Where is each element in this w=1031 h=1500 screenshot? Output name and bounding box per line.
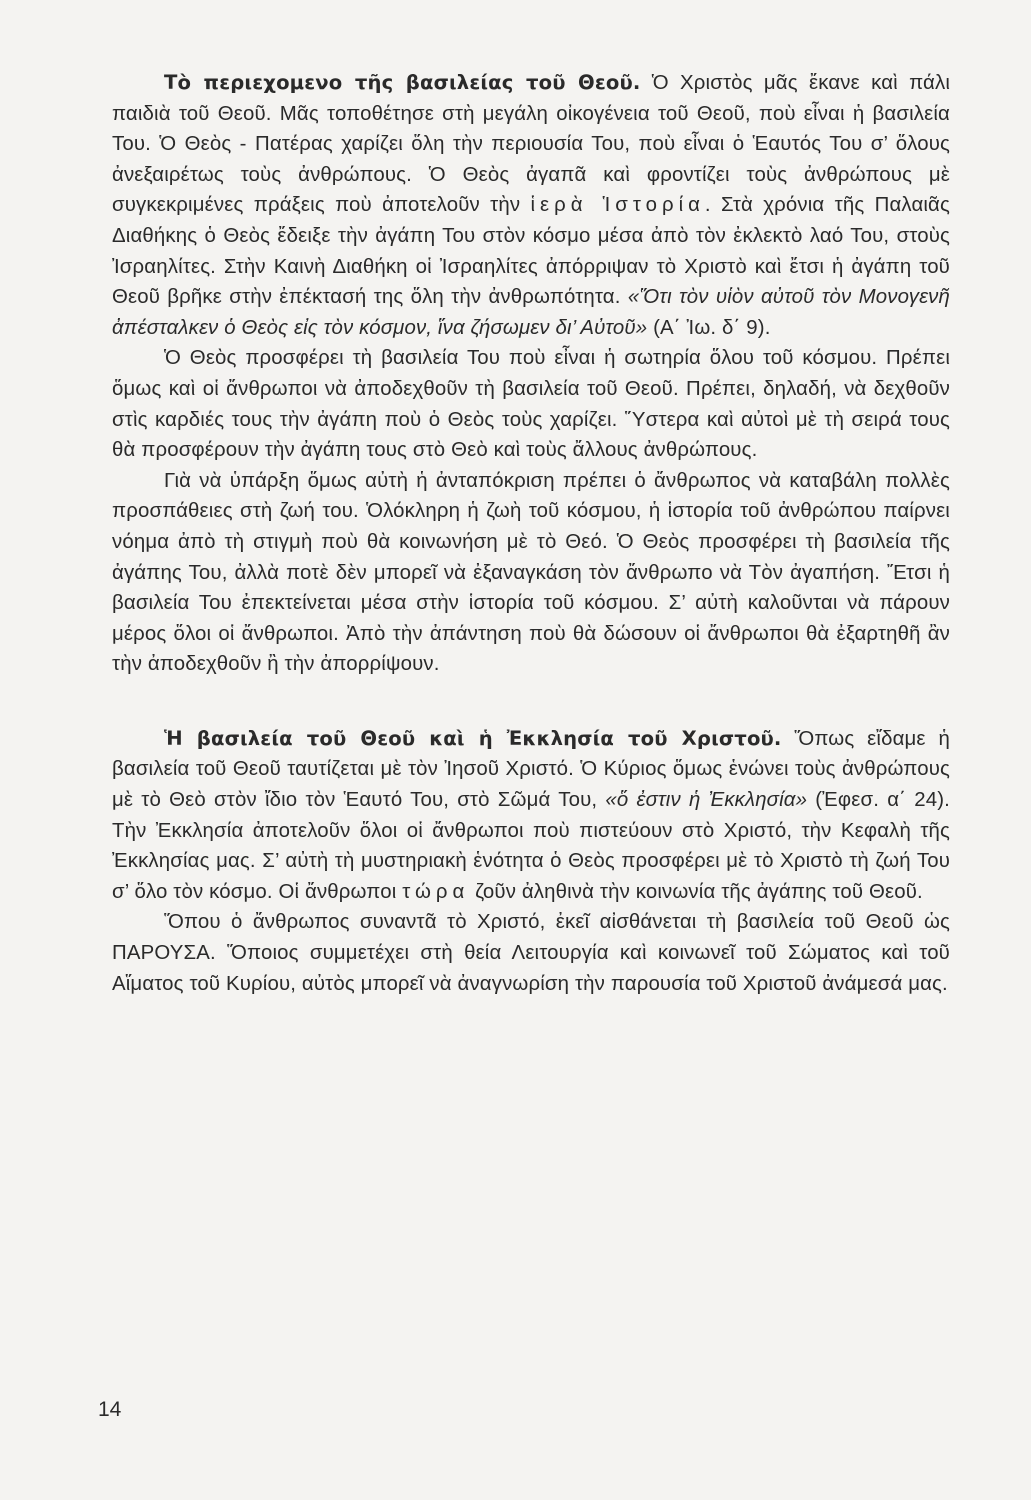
page-body bbox=[112, 68, 950, 999]
paragraph-kingdom-content bbox=[112, 68, 950, 343]
paragraph-salvation-offer: Ὁ Θεὸς προσφέρει τὴ βασιλεία Του ποὺ εἶναι ἡ σωτηρία ὅλου τοῦ κόσμου. Πρέπει ὅμως καὶ οἱ ἄνθρωποι νὰ ἀποδεχθοῦν τὴ βασιλεία τοῦ Θεοῦ. Πρέπει, δηλαδή, νὰ δεχθοῦν στὶς καρδιές τους τὴν ἀγάπη ποὺ ὁ Θεὸς τοὺς χαρίζει. Ὕστερα καὶ αὐτοὶ μὲ τὴ σειρά τους θὰ προσφέρουν τὴν ἀγάπη τους στὸ Θεὸ καὶ τοὺς ἄλλους ἀνθρώπους. bbox=[112, 347, 950, 462]
paragraph-text: Ὁ Χριστὸς μᾶς ἔκανε καὶ πάλι παιδιὰ τοῦ Θεοῦ. Μᾶς τοποθέτησε στὴ μεγάλη οἰκογένεια τοῦ Θεοῦ, ποὺ εἶναι ἡ βασιλεία Του. Ὁ Θεὸς - Πατέρας χαρίζει ὅλη τὴν περιουσία Του, ποὺ εἶναι ὁ Ἑαυτός Του σ’ ὅλους ἀνεξαιρέτως τοὺς ἀνθρώπους. Ὁ Θεὸς ἀγαπᾶ καὶ φροντίζει τοὺς ἀνθρώπους μὲ συγκεκριμένες πράξεις ποὺ ἀποτελοῦν τὴν bbox=[112, 72, 951, 217]
paragraph-text: Ὅπως εἴδαμε ἡ βασιλεία τοῦ Θεοῦ ταυτίζεται μὲ τὸν Ἰησοῦ Χριστό. Ὁ Κύριος ὅμως ἑνώνει τοὺς ἀνθρώπους μὲ τὸ Θεὸ στὸν ἴδιο τὸν Ἑαυτό Του, στὸ Σῶμά Του, bbox=[112, 727, 950, 812]
scripture-quote: «Ὅτι τὸν υἱὸν αὐτοῦ τὸν Μονογενῆ ἀπέσταλκεν ὁ Θεὸς εἰς τὸν κόσμον, ἵνα ζήσωμεν δι’ Αὐτοῦ» bbox=[112, 286, 950, 339]
page-number: 14 bbox=[98, 1398, 122, 1421]
section-heading-kingdom-content: Τὸ περιεχομενο τῆς βασιλείας τοῦ Θεοῦ. bbox=[164, 71, 641, 94]
paragraph-human-response: Γιὰ νὰ ὑπάρξη ὅμως αὐτὴ ἡ ἀνταπόκριση πρέπει ὁ ἄνθρωπος νὰ καταβάλη πολλὲς προσπάθειες στὴ ζωή του. Ὁλόκληρη ἡ ζωὴ τοῦ κόσμου, ἡ ἱστορία τοῦ ἀνθρώπου παίρνει νόημα ἀπὸ τὴ στιγμὴ ποὺ θὰ κοινωνήση μὲ τὸ Θεό. Ὁ Θεὸς προσφέρει τὴ βασιλεία τῆς ἀγάπης Του, ἀλλὰ ποτὲ δὲν μπορεῖ νὰ ἐξαναγκάση τὸν ἄνθρωπο νὰ Τὸν ἀγαπήση. Ἔτσι ἡ βασιλεία Του ἐπεκτείνεται μέσα στὴν ἱστορία τοῦ κόσμου. Σ’ αὐτὴ καλοῦνται νὰ πάρουν μέρος ὅλοι οἱ ἄνθρωποι. Ἀπὸ τὴν ἀπάντηση ποὺ θὰ δώσουν οἱ ἄνθρωποι θὰ ἐξαρτηθῆ ἂν τὴν ἀποδεχθοῦν ἢ τὴν ἀπορρίψουν. bbox=[112, 469, 950, 676]
emphasized-term: ἱερὰ Ἱστορία bbox=[530, 194, 705, 217]
paragraph-text: (Ἐφεσ. α΄ 24). Τὴν Ἐκκλησία ἀποτελοῦν ὅλοι οἱ ἄνθρωποι ποὺ πιστεύουν στὸ Χριστό, τὴν Κεφαλὴ τῆς Ἐκκλησίας μας. Σ’ αὐτὴ τὴ μυστηριακὴ ἑνότητα ὁ Θεὸς προσφέρει μὲ τὸ Χριστὸ τὴ ζωή Του σ’ ὅλο τὸν κόσμο. Οἱ ἄνθρωποι bbox=[112, 789, 950, 903]
scripture-quote: «ὅ ἐστιν ἡ Ἐκκλησία» bbox=[605, 789, 808, 812]
scripture-reference: (Α΄ Ἰω. δ΄ 9). bbox=[647, 316, 771, 339]
paragraph-kingdom-and-church bbox=[112, 724, 950, 908]
emphasized-term: τώρα bbox=[402, 880, 470, 903]
section-spacer bbox=[112, 680, 950, 724]
section-heading-kingdom-and-church: Ἡ βασιλεία τοῦ Θεοῦ καὶ ἡ Ἐκκλησία τοῦ Χριστοῦ. bbox=[164, 726, 782, 750]
paragraph-text: ζοῦν ἀληθινὰ τὴν κοινωνία τῆς ἀγάπης τοῦ Θεοῦ. bbox=[469, 880, 923, 903]
paragraph-text: . Στὰ χρόνια τῆς Παλαιᾶς Διαθήκης ὁ Θεὸς ἔδειξε τὴν ἀγάπη Του στὸν κόσμο μέσα ἀπὸ τὸν ἐκλεκτὸ λαό Του, στοὺς Ἰσραηλίτες. Στὴν Καινὴ Διαθήκη οἱ Ἰσραηλίτες ἀπόρριψαν τὸ Χριστὸ καὶ ἔτσι ἡ ἀγάπη τοῦ Θεοῦ βρῆκε στὴν ἐπέκτασή της ὅλη τὴν ἀνθρωπότητα. bbox=[112, 194, 950, 309]
paragraph-presence-of-christ: Ὅπου ὁ ἄνθρωπος συναντᾶ τὸ Χριστό, ἐκεῖ αἰσθάνεται τὴ βασιλεία τοῦ Θεοῦ ὡς ΠΑΡΟΥΣΑ. Ὅποιος συμμετέχει στὴ θεία Λειτουργία καὶ κοινωνεῖ τοῦ Σώματος καὶ τοῦ Αἵματος τοῦ Κυρίου, αὐτὸς μπορεῖ νὰ ἀναγνωρίση τὴν παρουσία τοῦ Χριστοῦ ἀνάμεσά μας. bbox=[112, 911, 950, 995]
